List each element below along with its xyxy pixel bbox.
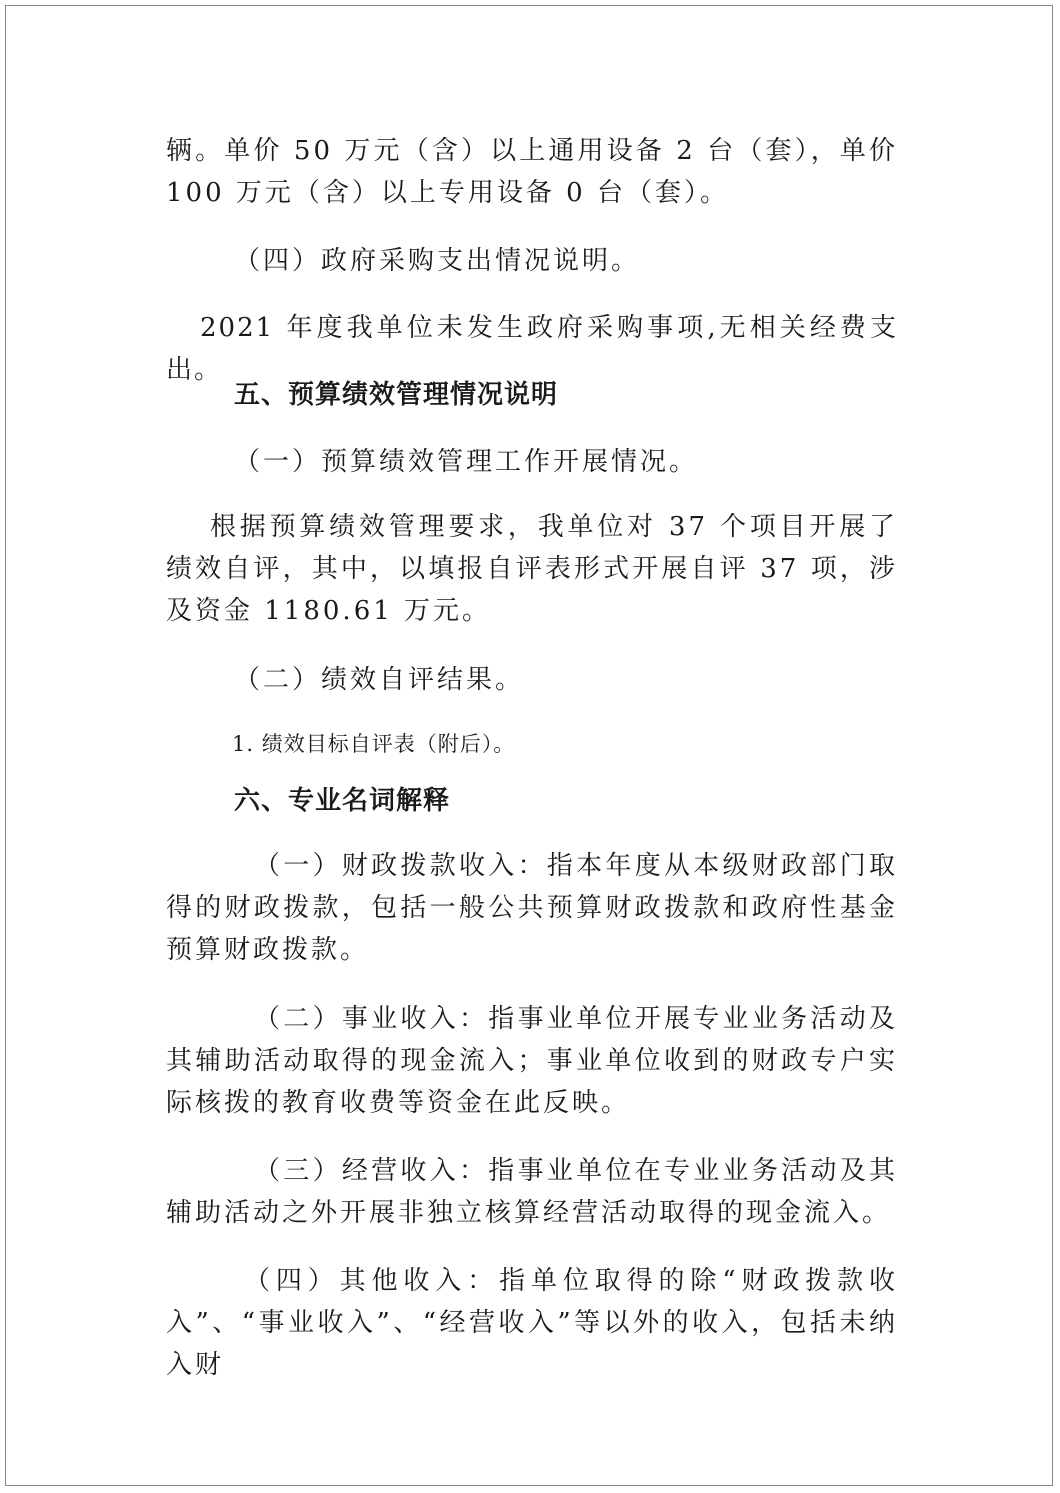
paragraph-equipment: 辆。单价 50 万元（含）以上通用设备 2 台（套），单价 100 万元（含）以上专用设备 0 台（套）。 (166, 136, 898, 208)
definition-operating-income: （三）经营收入：指事业单位在专业业务活动及其辅助活动之外开展非独立核算经营活动取得的现金流入。 (166, 1156, 898, 1228)
definition-fiscal-income: （一）财政拨款收入：指本年度从本级财政部门取得的财政拨款，包括一般公共预算财政拨款和政府性基金预算财政拨款。 (166, 851, 898, 965)
subheading-performance-work: （一）预算绩效管理工作开展情况。 (234, 447, 699, 477)
subheading-self-eval: （二）绩效自评结果。 (234, 665, 525, 695)
item-self-eval-table: 1. 绩效目标自评表（附后）。 (232, 732, 516, 756)
definition-other-income: （四）其他收入：指单位取得的除“财政拨款收入”、“事业收入”、“经营收入”等以外的收入，包括未纳入财 (166, 1266, 898, 1380)
section-heading-six: 六、专业名词解释 (234, 786, 451, 816)
definition-business-income: （二）事业收入：指事业单位开展专业业务活动及其辅助活动取得的现金流入；事业单位收到的财政专户实际核拨的教育收费等资金在此反映。 (166, 1004, 898, 1118)
paragraph-performance: 根据预算绩效管理要求，我单位对 37 个项目开展了绩效自评，其中，以填报自评表形式开展自评 37 项，涉及资金 1180.61 万元。 (166, 512, 898, 626)
section-heading-five: 五、预算绩效管理情况说明 (234, 380, 559, 410)
subheading-procurement: （四）政府采购支出情况说明。 (234, 246, 641, 276)
paragraph-procurement: 2021 年度我单位未发生政府采购事项,无相关经费支出。 (166, 313, 898, 385)
